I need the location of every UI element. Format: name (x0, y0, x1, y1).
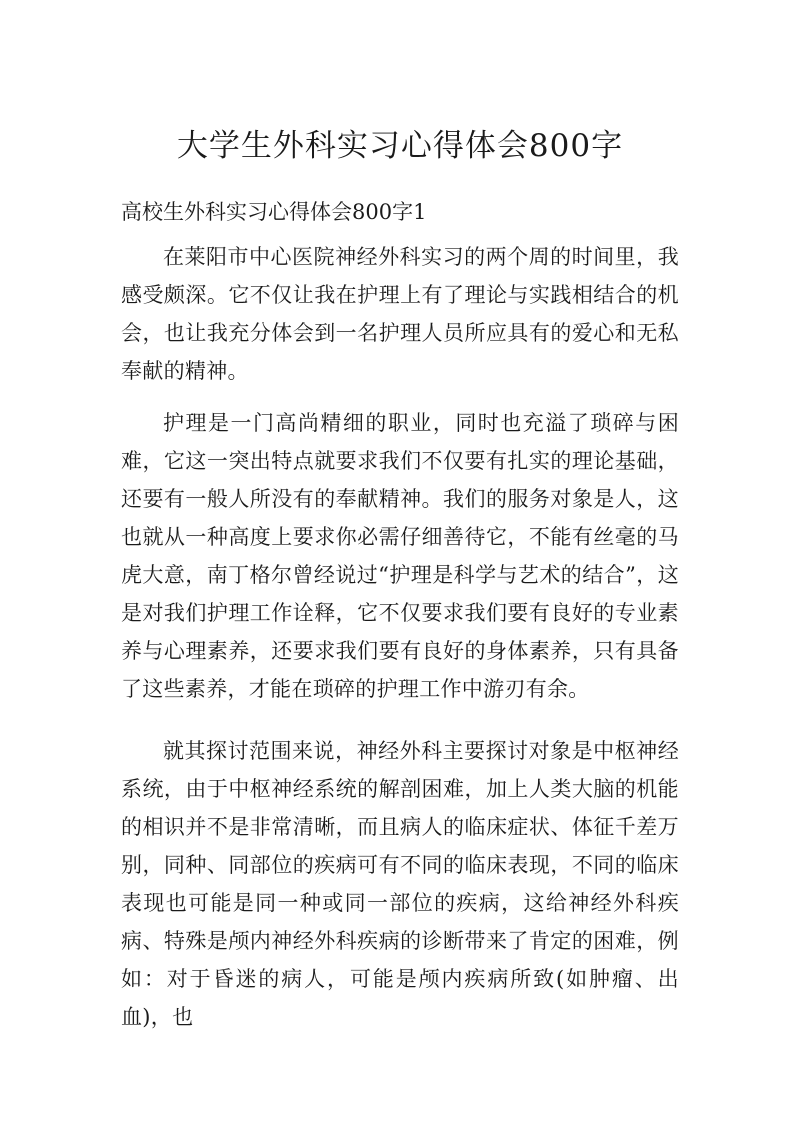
paragraph-2: 护理是一门高尚精细的职业，同时也充溢了琐碎与困难，它这一突出特点就要求我们不仅要有扎实的理论基础，还要有一般人所没有的奉献精神。我们的服务对象是人，这也就从一种高度上要求你必需仔细善待它，不能有丝毫的马虎大意，南丁格尔曾经说过“护理是科学与艺术的结合”，这是对我们护理工作诠释，它不仅要求我们要有良好的专业素养与心理素养，还要求我们要有良好的身体素养，只有具备了这些素养，才能在琐碎的护理工作中游刃有余。 (121, 411, 679, 701)
section-heading: 高校生外科实习心得体会800字1 (121, 200, 427, 224)
document-title: 大学生外科实习心得体会800字 (176, 128, 624, 164)
paragraph-1: 在莱阳市中心医院神经外科实习的两个周的时间里，我感受颇深。它不仅让我在护理上有了理论与实践相结合的机会，也让我充分体会到一名护理人员所应具有的爱心和无私奉献的精神。 (121, 245, 679, 383)
paragraph-3: 就其探讨范围来说，神经外科主要探讨对象是中枢神经系统，由于中枢神经系统的解剖困难，加上人类大脑的机能的相识并不是非常清晰，而且病人的临床症状、体征千差万别，同种、同部位的疾病可有不同的临床表现，不同的临床表现也可能是同一种或同一部位的疾病，这给神经外科疾病、特殊是颅内神经外科疾病的诊断带来了肯定的困难，例如：对于昏迷的病人，可能是颅内疾病所致(如肿瘤、出血)，也 (121, 739, 679, 1029)
